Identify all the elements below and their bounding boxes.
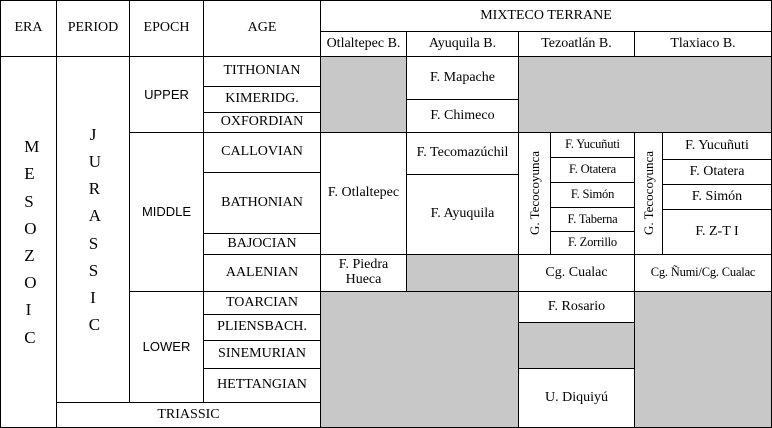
header-era: ERA bbox=[0, 0, 57, 57]
gap-ayuquila-aalenian bbox=[406, 254, 519, 292]
unit-f-rosario: F. Rosario bbox=[518, 291, 635, 323]
unit-f-yucunuti-tlaxiaco: F. Yucuñuti bbox=[662, 132, 772, 160]
header-age: AGE bbox=[203, 0, 321, 57]
unit-f-zorrillo: F. Zorrillo bbox=[550, 231, 635, 255]
unit-f-simon-tezoatlan: F. Simón bbox=[550, 182, 635, 208]
unit-f-z-t-i: F. Z-T I bbox=[662, 209, 772, 255]
group-tecocoyunca-tezoatlan bbox=[518, 132, 551, 255]
group-tecocoyunca-tlaxiaco bbox=[634, 132, 663, 255]
unit-cg-cualac: Cg. Cualac bbox=[518, 254, 635, 292]
age-aalenian: AALENIAN bbox=[203, 254, 321, 292]
unit-u-diquiyu: U. Diquiyú bbox=[518, 368, 635, 428]
period-triassic: TRIASSIC bbox=[56, 402, 321, 428]
era-mesozoic bbox=[0, 56, 57, 428]
group-tecocoyunca-tlaxiaco-label: G. Tecocoyunca bbox=[640, 151, 656, 236]
unit-f-piedra-hueca bbox=[320, 254, 407, 292]
unit-f-taberna: F. Taberna bbox=[550, 207, 635, 232]
unit-f-mapache: F. Mapache bbox=[406, 56, 519, 100]
age-oxfordian: OXFORDIAN bbox=[203, 112, 321, 133]
age-tithonian: TITHONIAN bbox=[203, 56, 321, 87]
unit-f-chimeco: F. Chimeco bbox=[406, 99, 519, 133]
unit-f-simon-tlaxiaco: F. Simón bbox=[662, 184, 772, 210]
unit-cg-numi-cualac: Cg. Ñumi/Cg. Cualac bbox=[634, 254, 772, 292]
age-sinemurian: SINEMURIAN bbox=[203, 340, 321, 369]
gap-otlaltepec-ayuquila-lower bbox=[320, 291, 519, 428]
unit-f-piedra-hueca-line1: F. Piedra bbox=[338, 257, 389, 273]
period-jurassic-label: JURASSIC bbox=[88, 124, 102, 335]
header-mixteco-terrane: MIXTECO TERRANE bbox=[320, 0, 772, 32]
unit-f-ayuquila: F. Ayuquila bbox=[406, 174, 519, 255]
header-otlaltepec-basin: Otlaltepec B. bbox=[320, 31, 407, 57]
header-tezoatlan-basin: Tezoatlán B. bbox=[518, 31, 635, 57]
age-callovian: CALLOVIAN bbox=[203, 132, 321, 173]
unit-f-otatera-tezoatlan: F. Otatera bbox=[550, 157, 635, 183]
gap-tezoatlan-tlaxiaco-upper bbox=[518, 56, 772, 133]
unit-f-piedra-hueca-line2: Hueca bbox=[345, 272, 382, 287]
epoch-middle: MIDDLE bbox=[129, 132, 204, 292]
header-tlaxiaco-basin: Tlaxiaco B. bbox=[634, 31, 772, 57]
gap-otlaltepec-upper bbox=[320, 56, 407, 133]
age-bathonian: BATHONIAN bbox=[203, 172, 321, 234]
age-hettangian: HETTANGIAN bbox=[203, 368, 321, 403]
age-bajocian: BAJOCIAN bbox=[203, 233, 321, 255]
header-epoch: EPOCH bbox=[129, 0, 204, 57]
epoch-lower: LOWER bbox=[129, 291, 204, 403]
header-ayuquila-basin: Ayuquila B. bbox=[406, 31, 519, 57]
unit-f-tecomazuchil: F. Tecomazúchil bbox=[406, 132, 519, 175]
age-kimeridgian: KIMERIDG. bbox=[203, 86, 321, 113]
period-jurassic bbox=[56, 56, 130, 403]
header-period: PERIOD bbox=[56, 0, 130, 57]
gap-tezoatlan-lower bbox=[518, 322, 635, 369]
unit-f-otatera-tlaxiaco: F. Otatera bbox=[662, 159, 772, 185]
age-pliensbachian: PLIENSBACH. bbox=[203, 314, 321, 341]
unit-f-yucunuti-tezoatlan: F. Yucuñuti bbox=[550, 132, 635, 158]
gap-tlaxiaco-lower bbox=[634, 291, 772, 428]
unit-f-otlaltepec: F. Otlaltepec bbox=[320, 132, 407, 255]
group-tecocoyunca-tezoatlan-label: G. Tecocoyunca bbox=[526, 151, 542, 236]
epoch-upper: UPPER bbox=[129, 56, 204, 133]
age-toarcian: TOARCIAN bbox=[203, 291, 321, 315]
era-mesozoic-label: MESOZOIC bbox=[24, 137, 40, 347]
